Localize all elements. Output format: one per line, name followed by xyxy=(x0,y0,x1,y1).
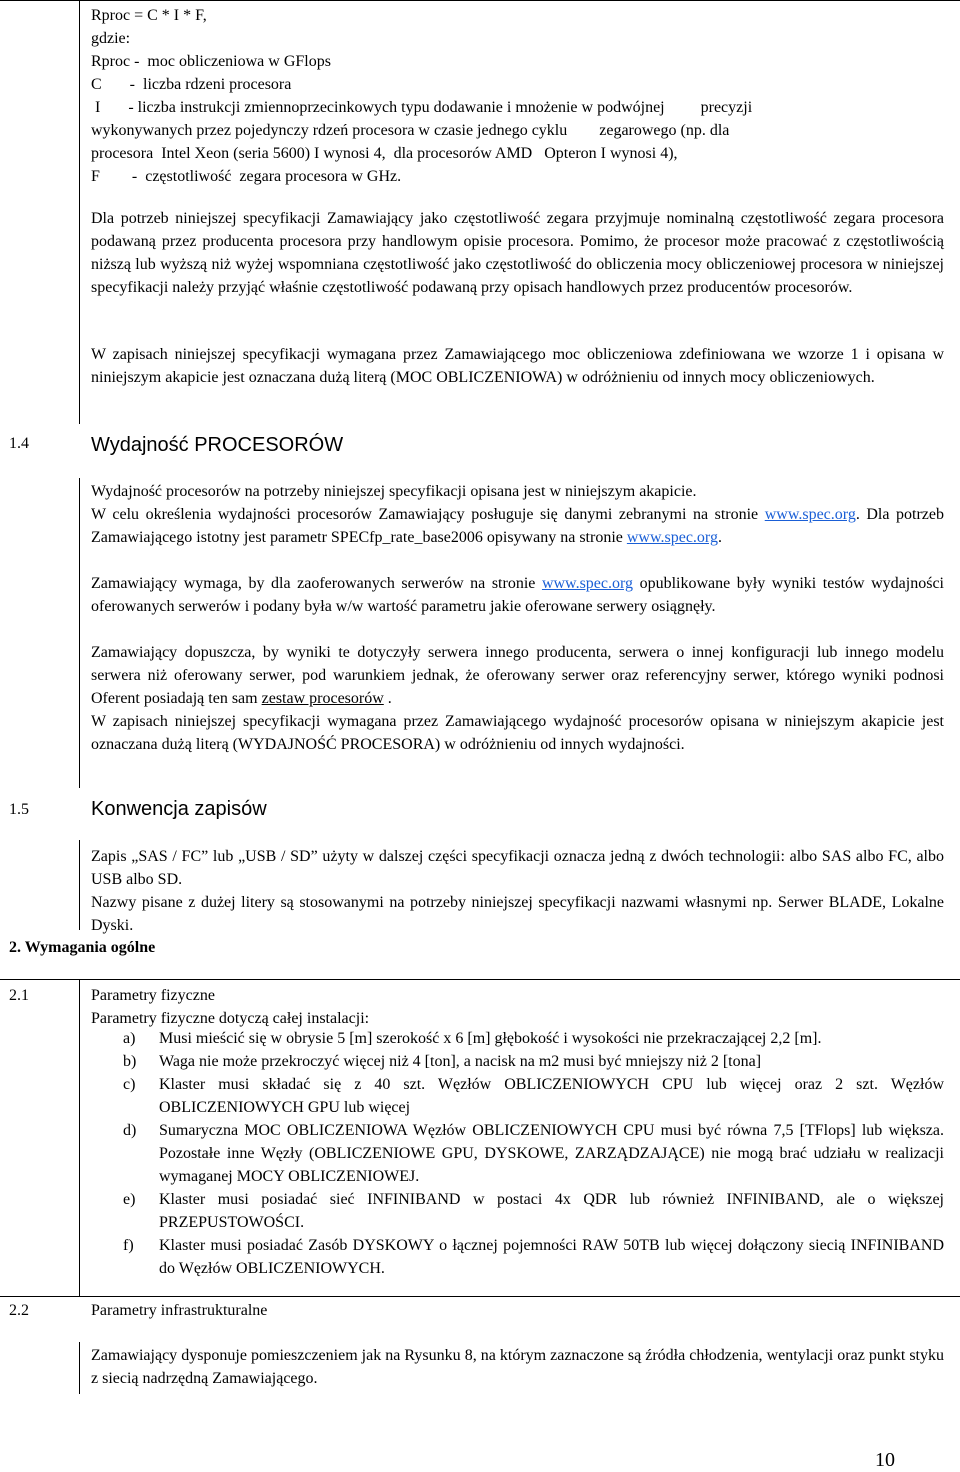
definition-i: I - liczba instrukcji zmiennoprzecinkowych typu dodawanie i mnożenie w podwójnej precyzji xyxy=(91,99,753,116)
paragraph: Zamawiający dysponuje pomieszczeniem jak na Rysunku 8, na którym zaznaczone są źródła chłodzenia, wentylacji oraz punkt styku z siecią nadrzędną Zamawiającego. xyxy=(91,1347,944,1387)
spec-link[interactable]: www.spec.org xyxy=(764,506,856,523)
paragraph: W celu określenia wydajności procesorów Zamawiający posługuje się danymi zebranymi na stronie www.spec.org. Dla potrzeb Zamawiającego istotny jest parametr SPECfp_rate_base2006 opisywany na stronie www.spec.org. xyxy=(91,506,944,546)
paragraph: Zamawiający wymaga, by dla zaoferowanych serwerów na stronie www.spec.org opublikowane były wyniki testów wydajności oferowanych serwerów i podany była w/w wartość parametru jakie oferowane serwery osiągnęły. xyxy=(91,575,945,615)
section-number: 1.4 xyxy=(9,435,29,452)
table-border xyxy=(0,0,960,1)
definition-i: wykonywanych przez pojedynczy rdzeń procesora w czasie jednego cyklu zegarowego (np. dla xyxy=(91,122,730,139)
paragraph: Zapis „SAS / FC” lub „USB / SD” użyty w dalszej części specyfikacji oznacza jedną z dwóch technologii: albo SAS albo FC, albo USB albo SD. xyxy=(91,848,944,888)
paragraph: Nazwy pisane z dużej litery są stosowanymi na potrzeby niniejszej specyfikacji nazwami własnymi np. Serwer BLADE, Lokalne Dyski. xyxy=(91,894,944,934)
underlined-text: zestaw procesorów xyxy=(261,690,384,707)
chapter-heading: 2. Wymagania ogólne xyxy=(9,939,156,956)
definition-i: procesora Intel Xeon (seria 5600) I wynosi 4, dla procesorów AMD Opteron I wynosi 4), xyxy=(91,145,678,162)
section-number: 1.5 xyxy=(9,801,29,818)
table-border xyxy=(79,980,80,1296)
definition-f: F - częstotliwość zegara procesora w GHz. xyxy=(91,168,402,185)
paragraph: W zapisach niniejszej specyfikacji wymagana przez Zamawiającego wydajność procesorów opisana w niniejszym akapicie jest oznaczana dużą literą (WYDAJNOŚĆ PROCESORA) w odróżnieniu od innych wydajności. xyxy=(91,713,944,753)
table-border xyxy=(0,979,960,980)
table-border xyxy=(0,1296,960,1297)
list-item: c) Klaster musi składać się z 40 szt. Węzłów OBLICZENIOWYCH CPU lub więcej oraz 2 szt. Węzłów OBLICZENIOWYCH GPU lub więcej xyxy=(123,1076,944,1116)
spec-link[interactable]: www.spec.org xyxy=(541,575,634,592)
table-border xyxy=(79,478,80,788)
section-heading: Parametry fizyczne xyxy=(91,987,215,1004)
section-number: 2.2 xyxy=(9,1302,29,1319)
list-item: a) Musi mieścić się w obrysie 5 [m] szerokość x 6 [m] głębokość i wysokości nie przekraczającej 2,2 [m]. xyxy=(123,1030,822,1047)
section-heading: Konwencja zapisów xyxy=(91,798,267,820)
where-label: gdzie: xyxy=(91,30,131,47)
paragraph: Wydajność procesorów na potrzeby niniejszej specyfikacji opisana jest w niniejszym akapicie. xyxy=(91,483,697,500)
table-border xyxy=(79,1342,80,1394)
list-item: b) Waga nie może przekroczyć więcej niż 4 [ton], a nacisk na m2 musi być mniejszy niż 2 [tona] xyxy=(123,1053,762,1070)
definition-c: C - liczba rdzeni procesora xyxy=(91,76,292,93)
formula: Rproc = C * I * F, xyxy=(91,7,207,24)
list-item: d) Sumaryczna MOC OBLICZENIOWA Węzłów OBLICZENIOWYCH CPU musi być równa 7,5 [TFlops] lub większa. Pozostałe inne Węzły (OBLICZENIOWE GPU, DYSKOWE, ZARZĄDZAJĄCE) nie mogą brać udziału w realizacji wymaganej MOCY OBLICZENIOWEJ. xyxy=(123,1122,944,1185)
section-heading: Parametry infrastrukturalne xyxy=(91,1302,268,1319)
compute-power-paragraph: W zapisach niniejszej specyfikacji wymagana przez Zamawiającego moc obliczeniowa zdefiniowana we wzorze 1 i opisana w niniejszym akapicie jest oznaczana dużą literą (MOC OBLICZENIOWA) w odróżnieniu od innych mocy obliczeniowych. xyxy=(91,346,944,386)
list-item: f) Klaster musi posiadać Zasób DYSKOWY o łącznej pojemności RAW 50TB lub więcej dołączony siecią INFINIBAND do Węzłów OBLICZENIOWYCH. xyxy=(123,1237,944,1277)
frequency-paragraph: Dla potrzeb niniejszej specyfikacji Zamawiający jako częstotliwość zegara przyjmuje nominalną częstotliwość zegara procesora podawaną przez producenta procesora przy handlowym opisie procesora. Pomimo, że procesor może pracować z częstotliwością niższą lub wyższą niż wyżej wspomniana częstotliwość jako częstotliwość do obliczenia mocy obliczeniowej procesora w niniejszej specyfikacji należy przyjąć właśnie częstotliwość podawaną przy opisach handlowych przez producentów procesorów. xyxy=(91,210,944,296)
section-heading: Wydajność PROCESORÓW xyxy=(91,434,344,456)
definition-rproc: Rproc - moc obliczeniowa w GFlops xyxy=(91,53,331,70)
table-border xyxy=(79,0,80,424)
page-number: 10 xyxy=(875,1449,895,1471)
table-border xyxy=(79,840,80,930)
requirements-list xyxy=(91,1027,944,1280)
section-number: 2.1 xyxy=(9,987,29,1004)
paragraph: Zamawiający dopuszcza, by wyniki te dotyczyły serwera innego producenta, serwera o innej konfiguracji lub innego modelu serwera niż oferowany serwer, pod warunkiem jednak, że oferowany serwer oraz referencyjny serwer, którego wyniki podnosi Oferent posiadają ten sam zestaw procesorów . xyxy=(91,644,944,707)
list-item: e) Klaster musi posiadać sieć INFINIBAND w postaci 4x QDR lub również INFINIBAND, ale o większej PRZEPUSTOWOŚCI. xyxy=(123,1191,944,1231)
spec-link[interactable]: www.spec.org xyxy=(626,529,718,546)
paragraph: Parametry fizyczne dotyczą całej instalacji: xyxy=(91,1010,370,1027)
